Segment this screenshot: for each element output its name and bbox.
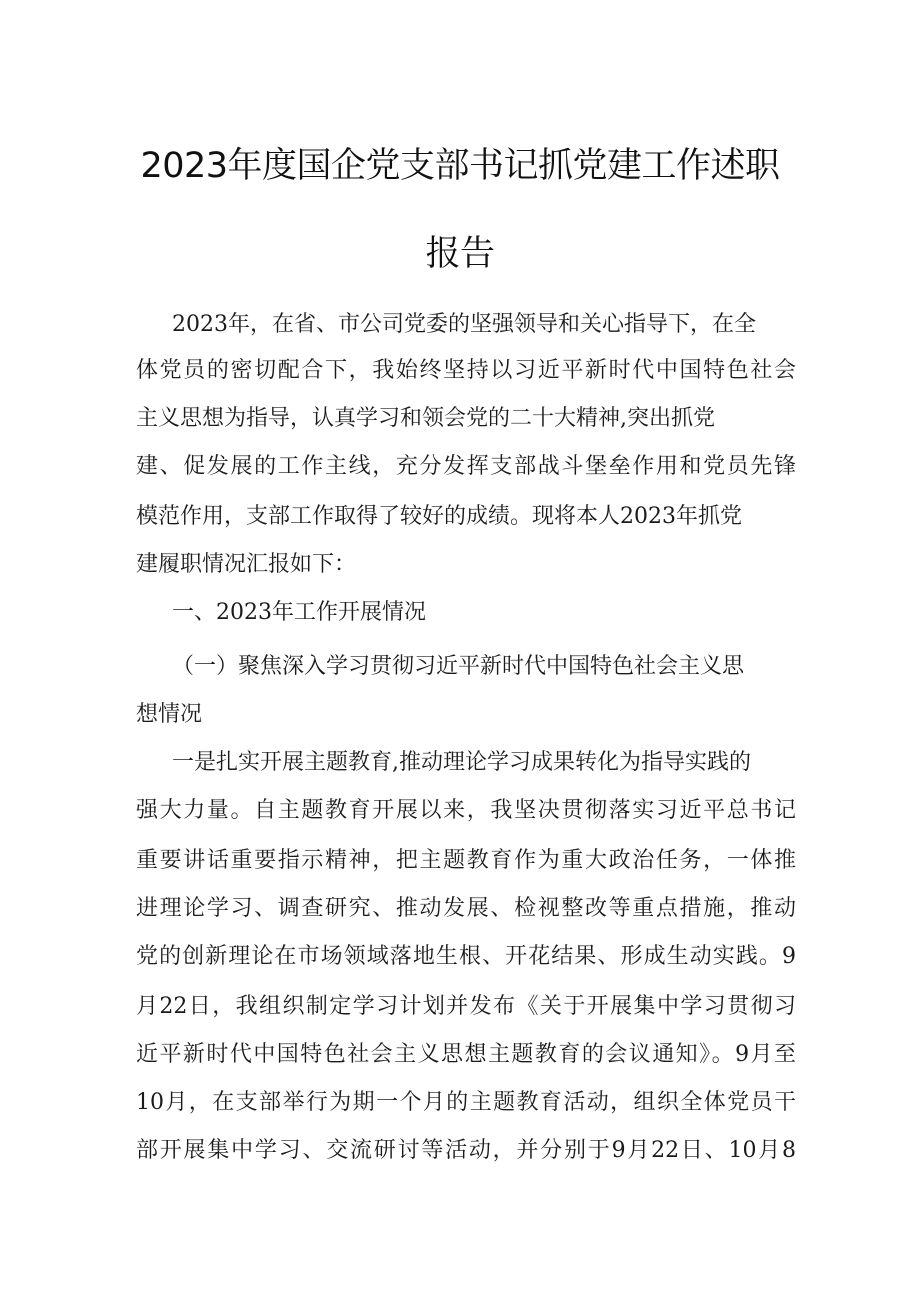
body-line: 建履职情况汇报如下： bbox=[136, 552, 357, 577]
body-line: 10月，在支部举行为期一个月的主题教育活动，组织全体党员干 bbox=[136, 1090, 796, 1115]
body-line: 主义思想为指导，认真学习和领会党的二十大精神,突出抓党 bbox=[136, 406, 715, 431]
document-title-line-2: 报告 bbox=[425, 234, 495, 274]
body-line: 进理论学习、调查研究、推动发展、检视整改等重点措施，推动 bbox=[136, 896, 796, 921]
body-line: 部开展集中学习、交流研讨等活动，并分别于9月22日、10月8 bbox=[136, 1138, 796, 1163]
body-line: 建、促发展的工作主线，充分发挥支部战斗堡垒作用和党员先锋 bbox=[136, 454, 796, 479]
document-title-line-1: 2023年度国企党支部书记抓党建工作述职 bbox=[140, 146, 780, 186]
body-line: 近平新时代中国特色社会主义思想主题教育的会议通知》。9月至 bbox=[136, 1042, 796, 1067]
body-line: 党的创新理论在市场领域落地生根、开花结果、形成生动实践。9 bbox=[136, 944, 796, 969]
body-line: 一是扎实开展主题教育,推动理论学习成果转化为指导实践的 bbox=[172, 750, 751, 775]
subsection-heading-continued: 想情况 bbox=[136, 702, 203, 727]
body-line: 强大力量。自主题教育开展以来，我坚决贯彻落实习近平总书记 bbox=[136, 798, 796, 823]
body-line: 重要讲话重要指示精神，把主题教育作为重大政治任务，一体推 bbox=[136, 848, 796, 873]
body-line: 2023年，在省、市公司党委的坚强领导和关心指导下，在全 bbox=[172, 312, 756, 337]
subsection-heading: （一）聚焦深入学习贯彻习近平新时代中国特色社会主义思 bbox=[172, 654, 745, 679]
body-line: 月22日，我组织制定学习计划并发布《关于开展集中学习贯彻习 bbox=[136, 994, 796, 1019]
body-line: 模范作用，支部工作取得了较好的成绩。现将本人2023年抓党 bbox=[136, 504, 742, 529]
section-heading: 一、2023年工作开展情况 bbox=[172, 600, 426, 625]
body-line: 体党员的密切配合下，我始终坚持以习近平新时代中国特色社会 bbox=[136, 358, 796, 383]
